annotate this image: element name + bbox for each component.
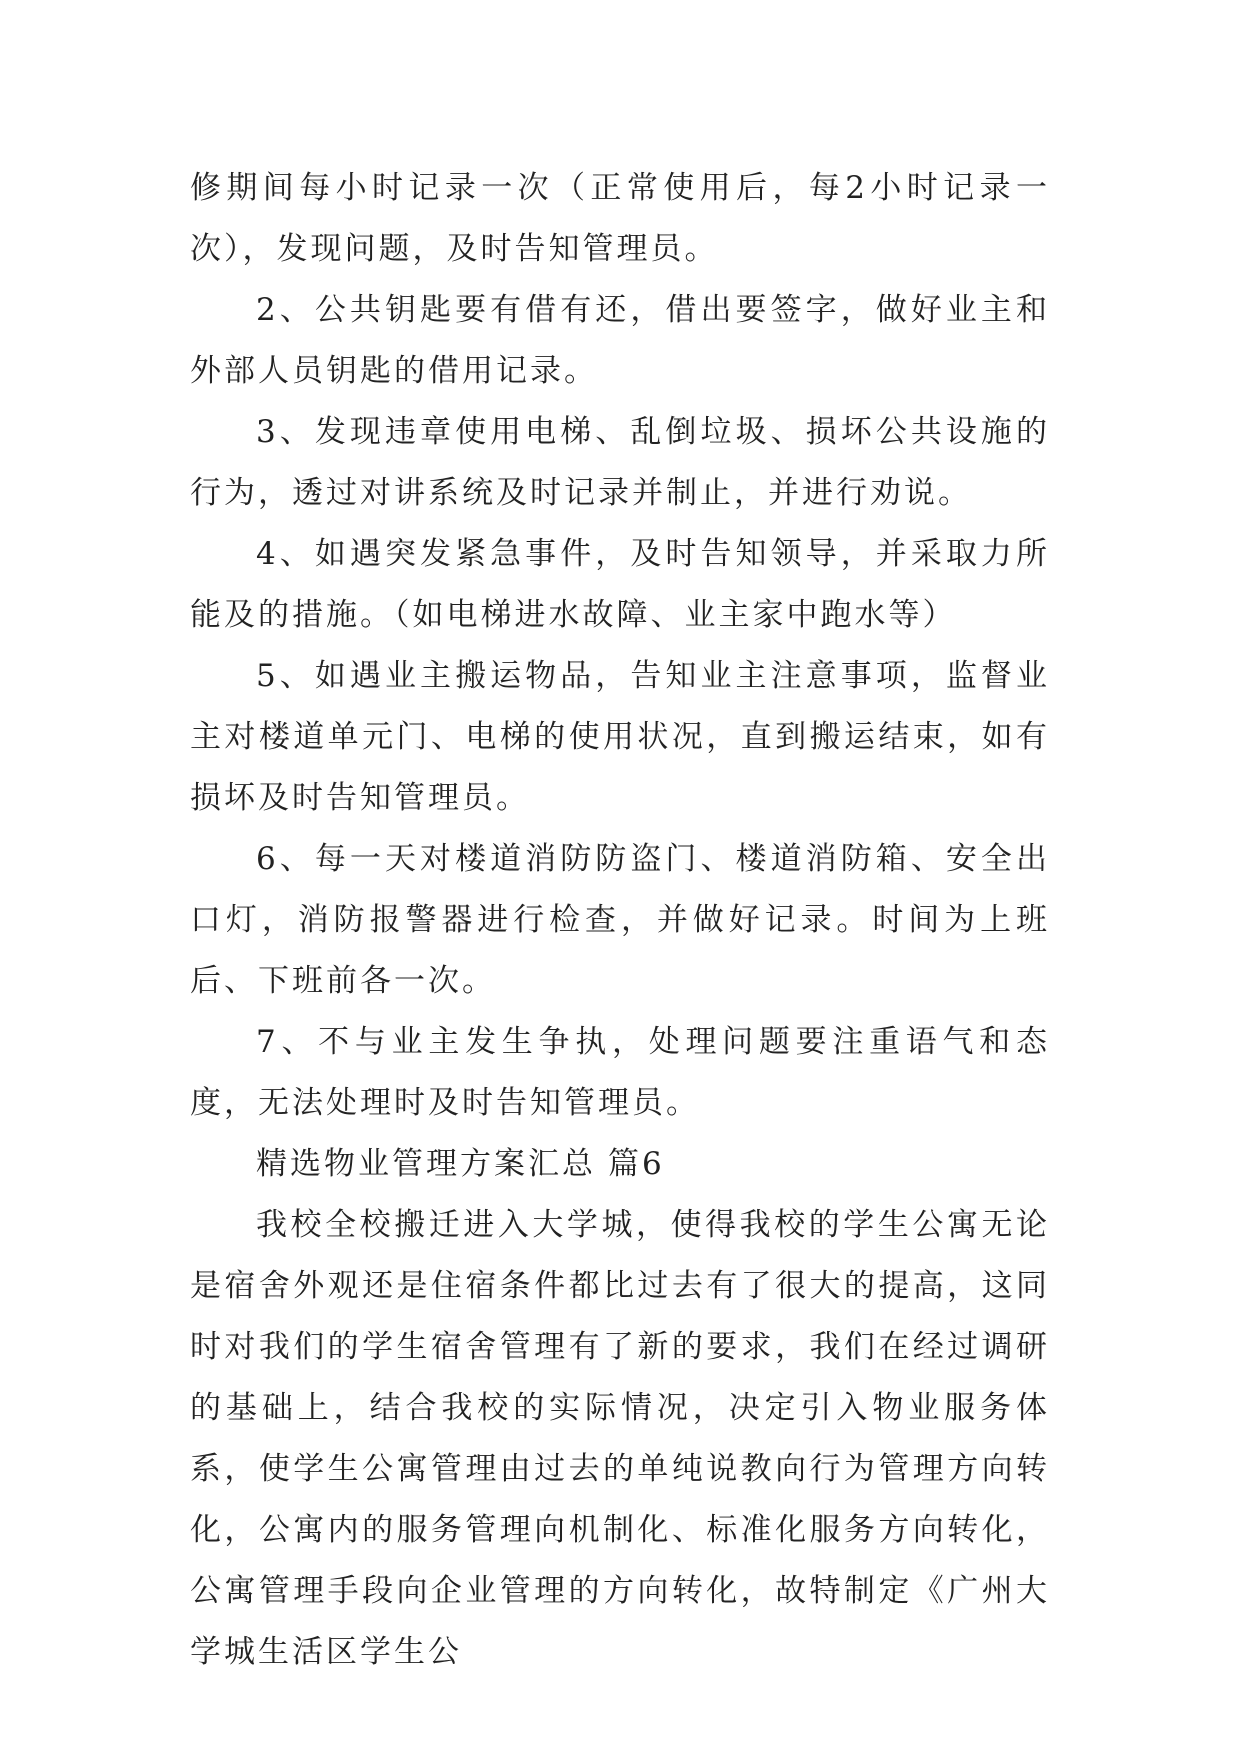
section-heading — [190, 1134, 1050, 1195]
paragraph-item-7: 7、不与业主发生争执，处理问题要注重语气和态度，无法处理时及时告知管理员。 — [190, 1024, 1050, 1121]
paragraph-continuation: 修期间每小时记录一次（正常使用后，每2小时记录一次），发现问题，及时告知管理员。 — [190, 170, 1050, 267]
paragraph-item-2: 2、公共钥匙要有借有还，借出要签字，做好业主和外部人员钥匙的借用记录。 — [190, 292, 1050, 389]
section-body-paragraph: 我校全校搬迁进入大学城，使得我校的学生公寓无论是宿舍外观还是住宿条件都比过去有了很大的提高，这同时对我们的学生宿舍管理有了新的要求，我们在经过调研的基础上，结合我校的实际情况，决定引入物业服务体系，使学生公寓管理由过去的单纯说教向行为管理方向转化，公寓内的服务管理向机制化、标准化服务方向转化，公寓管理手段向企业管理的方向转化，故特制定《广州大学城生活区学生公 — [190, 1207, 1050, 1670]
paragraph-item-4: 4、如遇突发紧急事件，及时告知领导，并采取力所能及的措施。（如电梯进水故障、业主家中跑水等） — [190, 536, 1050, 633]
paragraph-item-3: 3、发现违章使用电梯、乱倒垃圾、损坏公共设施的行为，透过对讲系统及时记录并制止，并进行劝说。 — [190, 414, 1050, 511]
paragraph-item-5: 5、如遇业主搬运物品，告知业主注意事项，监督业主对楼道单元门、电梯的使用状况，直到搬运结束，如有损坏及时告知管理员。 — [190, 658, 1050, 816]
paragraph-item-6: 6、每一天对楼道消防防盗门、楼道消防箱、安全出口灯，消防报警器进行检查，并做好记录。时间为上班后、下班前各一次。 — [190, 841, 1050, 999]
document-body — [190, 158, 1050, 1683]
section-heading-number: 篇6 — [608, 1146, 665, 1182]
section-heading-title: 精选物业管理方案汇总 — [256, 1146, 596, 1182]
